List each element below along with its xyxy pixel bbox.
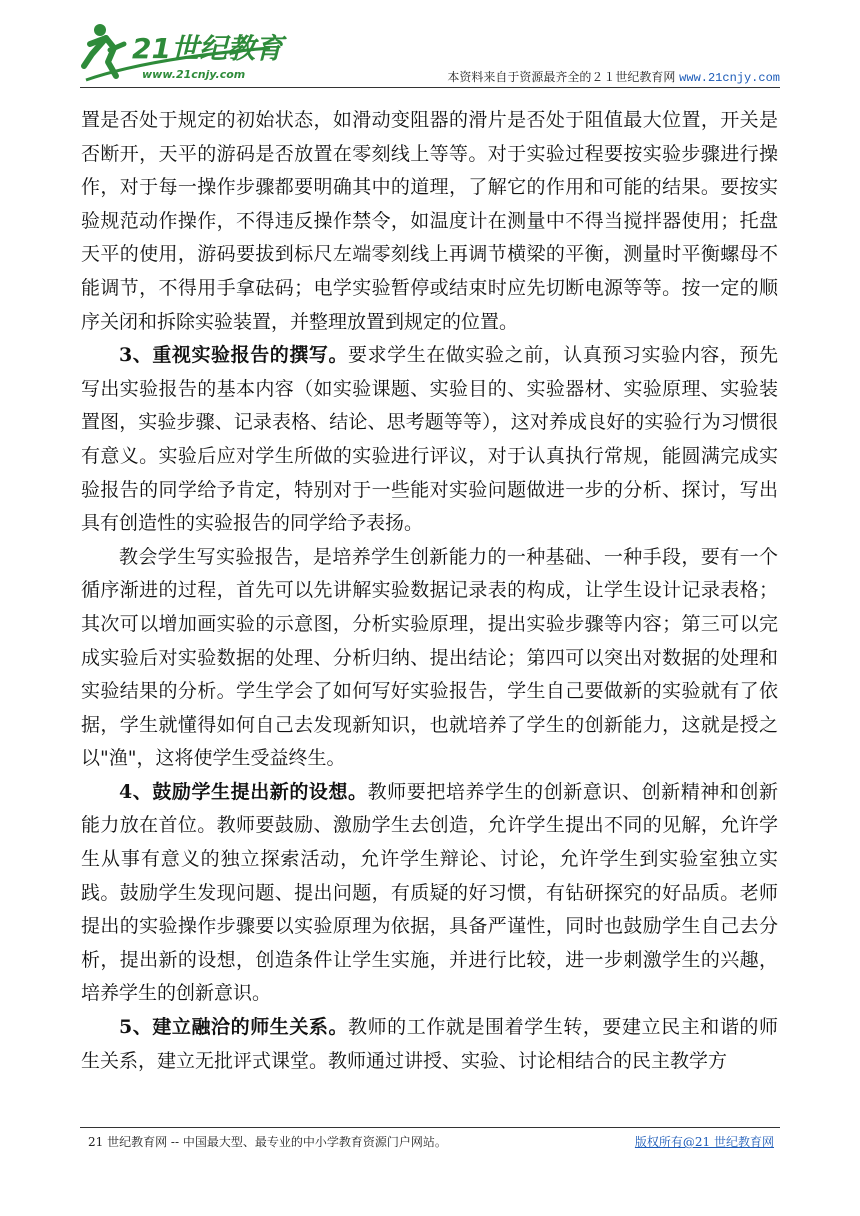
header-note-prefix: 本资料来自于资源最齐全的: [447, 70, 592, 84]
paragraph-4: [81, 776, 778, 1011]
header-note-brand: ２１世纪教育网: [591, 70, 676, 84]
runner-logo-icon: [80, 18, 290, 88]
section-3-heading: 3、重视实验报告的撰写。: [119, 344, 349, 367]
section-5-text: 教师的工作就是围着学生转，要建立民主和谐的师生关系，建立无批评式课堂。教师通过讲授、实验、讨论相结合的民主教学方: [81, 1016, 778, 1072]
section-4-text: 教师要把培养学生的创新意识、创新精神和创新能力放在首位。教师要鼓励、激励学生去创造，允许学生提出不同的见解，允许学生从事有意义的独立探索活动，允许学生辩论、讨论，允许学生到实验室独立实践。鼓励学生发现问题、提出问题，有质疑的好习惯，有钻研探究的好品质。老师提出的实验操作步骤要以实验原理为依据，具备严谨性，同时也鼓励学生自己去分析，提出新的设想，创造条件让学生实施，并进行比较，进一步刺激学生的兴趣，培养学生的创新意识。: [81, 780, 778, 1005]
header-site-link[interactable]: www.21cnjy.com: [679, 71, 780, 85]
page-header: [80, 18, 780, 90]
logo-text: 21世纪教育: [132, 32, 283, 65]
logo-url: www.21cnjy.com: [142, 68, 246, 81]
article-body: [81, 104, 778, 1078]
footer-divider: [80, 1127, 780, 1128]
section-5-heading: 5、建立融洽的师生关系。: [119, 1016, 349, 1039]
paragraph-5: [81, 1011, 778, 1078]
page-footer: [88, 1133, 774, 1153]
section-3-text: 要求学生在做实验之前，认真预习实验内容，预先写出实验报告的基本内容（如实验课题、实验目的、实验器材、实验原理、实验装置图，实验步骤、记录表格、结论、思考题等等），这对养成良好的实验行为习惯很有意义。实验后应对学生所做的实验进行评议，对于认真执行常规，能圆满完成实验报告的同学给予肯定，特别对于一些能对实验问题做进一步的分析、探讨，写出具有创造性的实验报告的同学给予表扬。: [81, 344, 778, 535]
section-4-heading: 4、鼓励学生提出新的设想。: [119, 780, 368, 803]
footer-tagline: 21 世纪教育网 -- 中国最大型、最专业的中小学教育资源门户网站。: [88, 1135, 447, 1149]
header-source-note: [447, 68, 780, 85]
paragraph-2: [81, 339, 778, 541]
header-divider: [80, 87, 780, 88]
paragraph-3: 教会学生写实验报告，是培养学生创新能力的一种基础、一种手段，要有一个循序渐进的过程，首先可以先讲解实验数据记录表的构成，让学生设计记录表格；其次可以增加画实验的示意图，分析实验原理，提出实验步骤等内容；第三可以完成实验后对实验数据的处理、分析归纳、提出结论；第四可以突出对数据的处理和实验结果的分析。学生学会了如何写好实验报告，学生自己要做新的实验就有了依据，学生就懂得如何自己去发现新知识，也就培养了学生的创新能力，这就是授之以"渔"，这将使学生受益终生。: [81, 545, 778, 770]
footer-copyright-link[interactable]: 版权所有@21 世纪教育网: [634, 1135, 774, 1149]
paragraph-1: 置是否处于规定的初始状态，如滑动变阻器的滑片是否处于阻值最大位置，开关是否断开，天平的游码是否放置在零刻线上等等。对于实验过程要按实验步骤进行操作，对于每一操作步骤都要明确其中的道理，了解它的作用和可能的结果。要按实验规范动作操作，不得违反操作禁令，如温度计在测量中不得当搅拌器使用；托盘天平的使用，游码要拔到标尺左端零刻线上再调节横梁的平衡，测量时平衡螺母不能调节，不得用手拿砝码；电学实验暂停或结束时应先切断电源等等。按一定的顺序关闭和拆除实验装置，并整理放置到规定的位置。: [81, 109, 778, 333]
site-logo[interactable]: [80, 18, 290, 88]
